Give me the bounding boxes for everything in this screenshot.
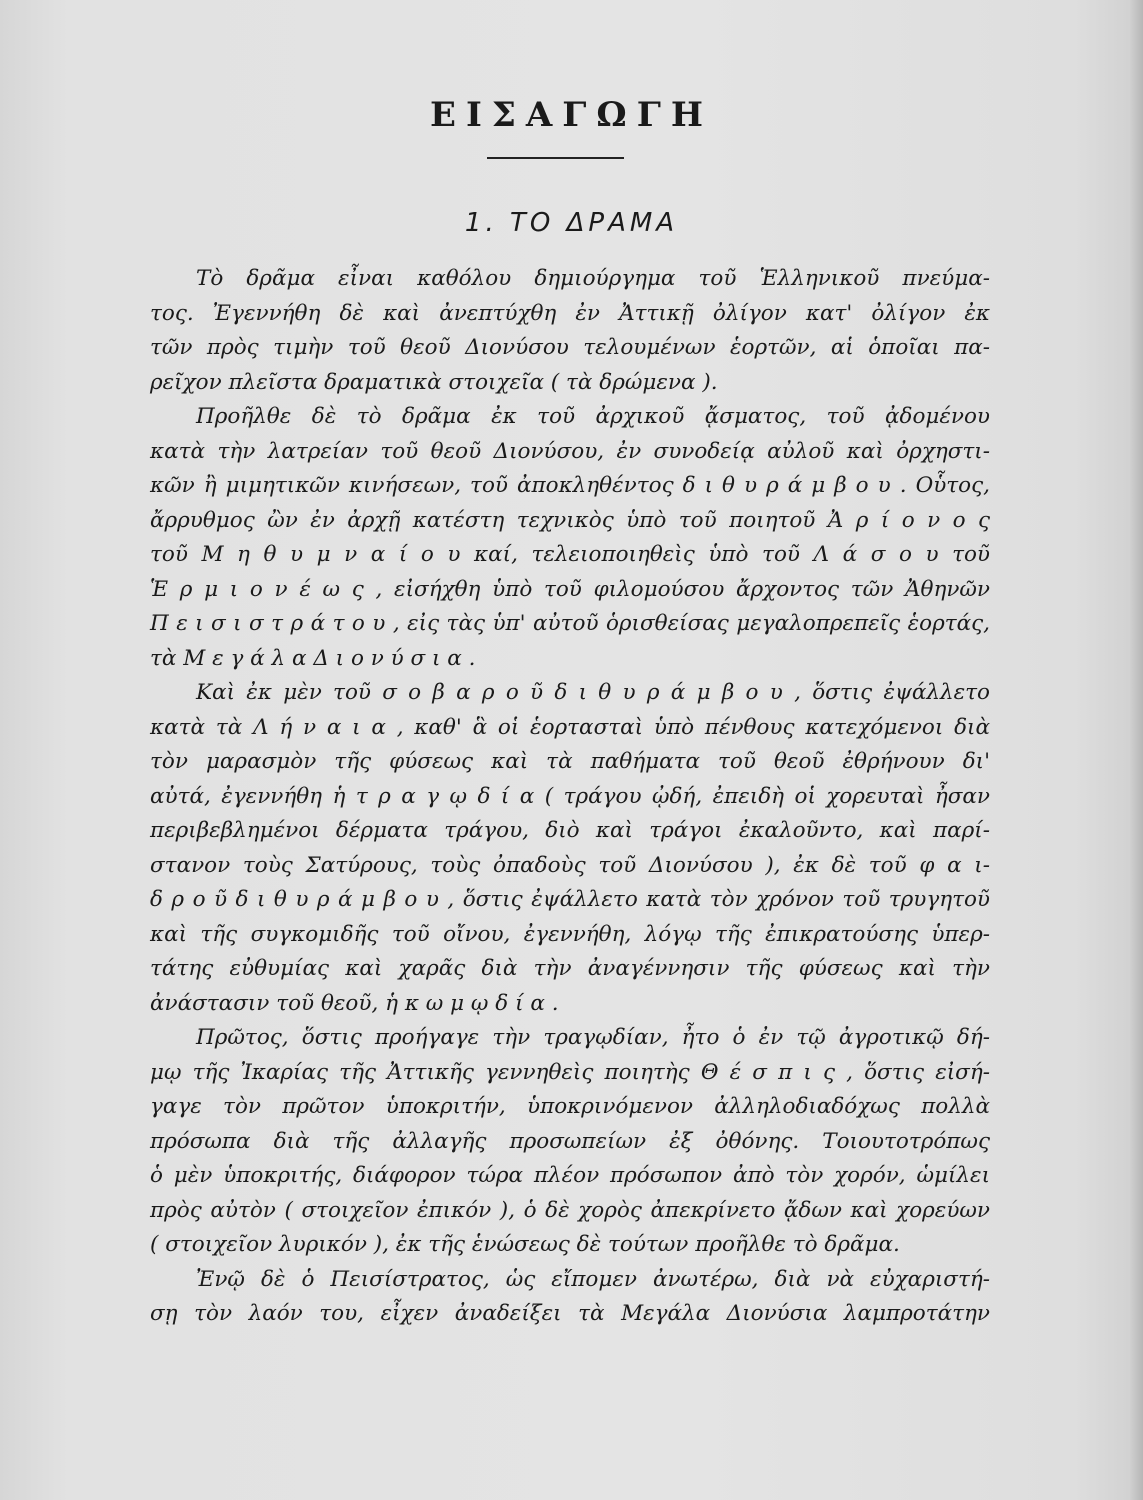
- text-line: Προῆλθε δὲ τὸ δρᾶμα ἐκ τοῦ ἀρχικοῦ ᾄσματος, τοῦ ᾀδομένου: [196, 404, 990, 429]
- text-line: γαγε τὸν πρῶτον ὑποκριτήν, ὑποκρινόμενον ἀλληλοδιαδόχως πολλὰ: [150, 1094, 990, 1119]
- text-line: ( στοιχεῖον λυρικόν ), ἐκ τῆς ἑνώσεως δὲ τούτων προῆλθε τὸ δρᾶμα.: [150, 1232, 900, 1257]
- text-line: καὶ τῆς συγκομιδῆς τοῦ οἴνου, ἐγεννήθη, λόγῳ τῆς ἐπικρατούσης ὑπερ-: [150, 921, 990, 947]
- text-line: τὸν μαρασμὸν τῆς φύσεως καὶ τὰ παθήματα τοῦ θεοῦ ἐθρήνουν δι': [150, 749, 990, 774]
- text-line: αὐτά, ἐγεννήθη ἡ τ ρ α γ ῳ δ ί α ( τράγου ᾠδή, ἐπειδὴ οἱ χορευταὶ ἦσαν: [150, 783, 990, 809]
- text-line: μῳ τῆς Ἰκαρίας τῆς Ἀττικῆς γεννηθεὶς ποιητὴς Θ έ σ π ι ς , ὅστις εἰσή-: [150, 1059, 990, 1085]
- text-line: κατὰ τὰ Λ ή ν α ι α , καθ' ἃ οἱ ἑορτασταὶ ὑπὸ πένθους κατεχόμενοι διὰ: [150, 714, 990, 740]
- text-line: κατὰ τὴν λατρείαν τοῦ θεοῦ Διονύσου, ἐν συνοδείᾳ αὐλοῦ καὶ ὀρχηστι-: [150, 438, 990, 464]
- text-line: σῃ τὸν λαόν του, εἶχεν ἀναδείξει τὰ Μεγάλα Διονύσια λαμπροτάτην: [150, 1301, 990, 1326]
- text-line: τος. Ἐγεννήθη δὲ καὶ ἀνεπτύχθη ἐν Ἀττικῇ ὀλίγον κατ' ὀλίγον ἐκ: [150, 300, 990, 326]
- section-title: 1. ΤΟ ΔΡΑΜΑ: [464, 208, 679, 238]
- text-line: Π ε ι σ ι σ τ ρ ά τ ο υ , εἰς τὰς ὑπ' αὐτοῦ ὁρισθείσας μεγαλοπρεπεῖς ἑορτάς,: [150, 611, 990, 636]
- text-line: περιβεβλημένοι δέρματα τράγου, διὸ καὶ τράγοι ἐκαλοῦντο, καὶ παρί-: [150, 818, 990, 843]
- text-line: Καὶ ἐκ μὲν τοῦ σ ο β α ρ ο ῦ δ ι θ υ ρ ά μ β ο υ , ὅστις ἐψάλλετο: [196, 680, 990, 705]
- text-line: κῶν ἢ μιμητικῶν κινήσεων, τοῦ ἀποκληθέντος δ ι θ υ ρ ά μ β ο υ . Οὗτος,: [150, 473, 990, 498]
- page-title: ΕΙΣΑΓΩΓΗ: [430, 95, 713, 135]
- text-line: Ἑ ρ μ ι ο ν έ ω ς , εἰσήχθη ὑπὸ τοῦ φιλομούσου ἄρχοντος τῶν Ἀθηνῶν: [150, 576, 990, 602]
- title-divider: [487, 157, 624, 159]
- text-line: ἄρρυθμος ὢν ἐν ἀρχῇ κατέστη τεχνικὸς ὑπὸ τοῦ ποιητοῦ Ἀ ρ ί ο ν ο ς: [150, 507, 990, 533]
- text-line: στανον τοὺς Σατύρους, τοὺς ὀπαδοὺς τοῦ Διονύσου ), ἐκ δὲ τοῦ φ α ι-: [150, 852, 990, 878]
- text-line: τάτης εὐθυμίας καὶ χαρᾶς διὰ τὴν ἀναγέννησιν τῆς φύσεως καὶ τὴν: [150, 956, 990, 981]
- text-line: τῶν πρὸς τιμὴν τοῦ θεοῦ Διονύσου τελουμένων ἑορτῶν, αἱ ὁποῖαι πα-: [150, 335, 990, 360]
- text-line: Πρῶτος, ὅστις προήγαγε τὴν τραγῳδίαν, ἦτο ὁ ἐν τῷ ἀγροτικῷ δή-: [196, 1025, 990, 1050]
- text-line: ἀνάστασιν τοῦ θεοῦ, ἡ κ ω μ ῳ δ ί α .: [150, 990, 559, 1016]
- text-line: πρὸς αὐτὸν ( στοιχεῖον ἐπικόν ), ὁ δὲ χορὸς ἀπεκρίνετο ᾄδων καὶ χορεύων: [150, 1197, 990, 1223]
- text-line: δ ρ ο ῦ δ ι θ υ ρ ά μ β ο υ , ὅστις ἐψάλλετο κατὰ τὸν χρόνον τοῦ τρυγητοῦ: [150, 887, 990, 912]
- text-line: τοῦ Μ η θ υ μ ν α ί ο υ καί, τελειοποιηθεὶς ὑπὸ τοῦ Λ ά σ ο υ τοῦ: [150, 542, 990, 567]
- text-line: Ἐνῷ δὲ ὁ Πεισίστρατος, ὡς εἴπομεν ἀνωτέρω, διὰ νὰ εὐχαριστή-: [196, 1266, 990, 1292]
- text-line: πρόσωπα διὰ τῆς ἀλλαγῆς προσωπείων ἐξ ὀθόνης. Τοιουτοτρόπως: [150, 1128, 990, 1154]
- text-line: Τὸ δρᾶμα εἶναι καθόλου δημιούργημα τοῦ Ἑλληνικοῦ πνεύμα-: [196, 266, 990, 291]
- text-line: ρεῖχον πλεῖστα δραματικὰ στοιχεῖα ( τὰ δρώμενα ).: [150, 369, 718, 395]
- text-line: τὰ Μ ε γ ά λ α Δ ι ο ν ύ σ ι α .: [150, 645, 476, 671]
- text-line: ὁ μὲν ὑποκριτής, διάφορον τώρα πλέον πρόσωπον ἀπὸ τὸν χορόν, ὡμίλει: [150, 1163, 990, 1188]
- body-text: [150, 262, 990, 1332]
